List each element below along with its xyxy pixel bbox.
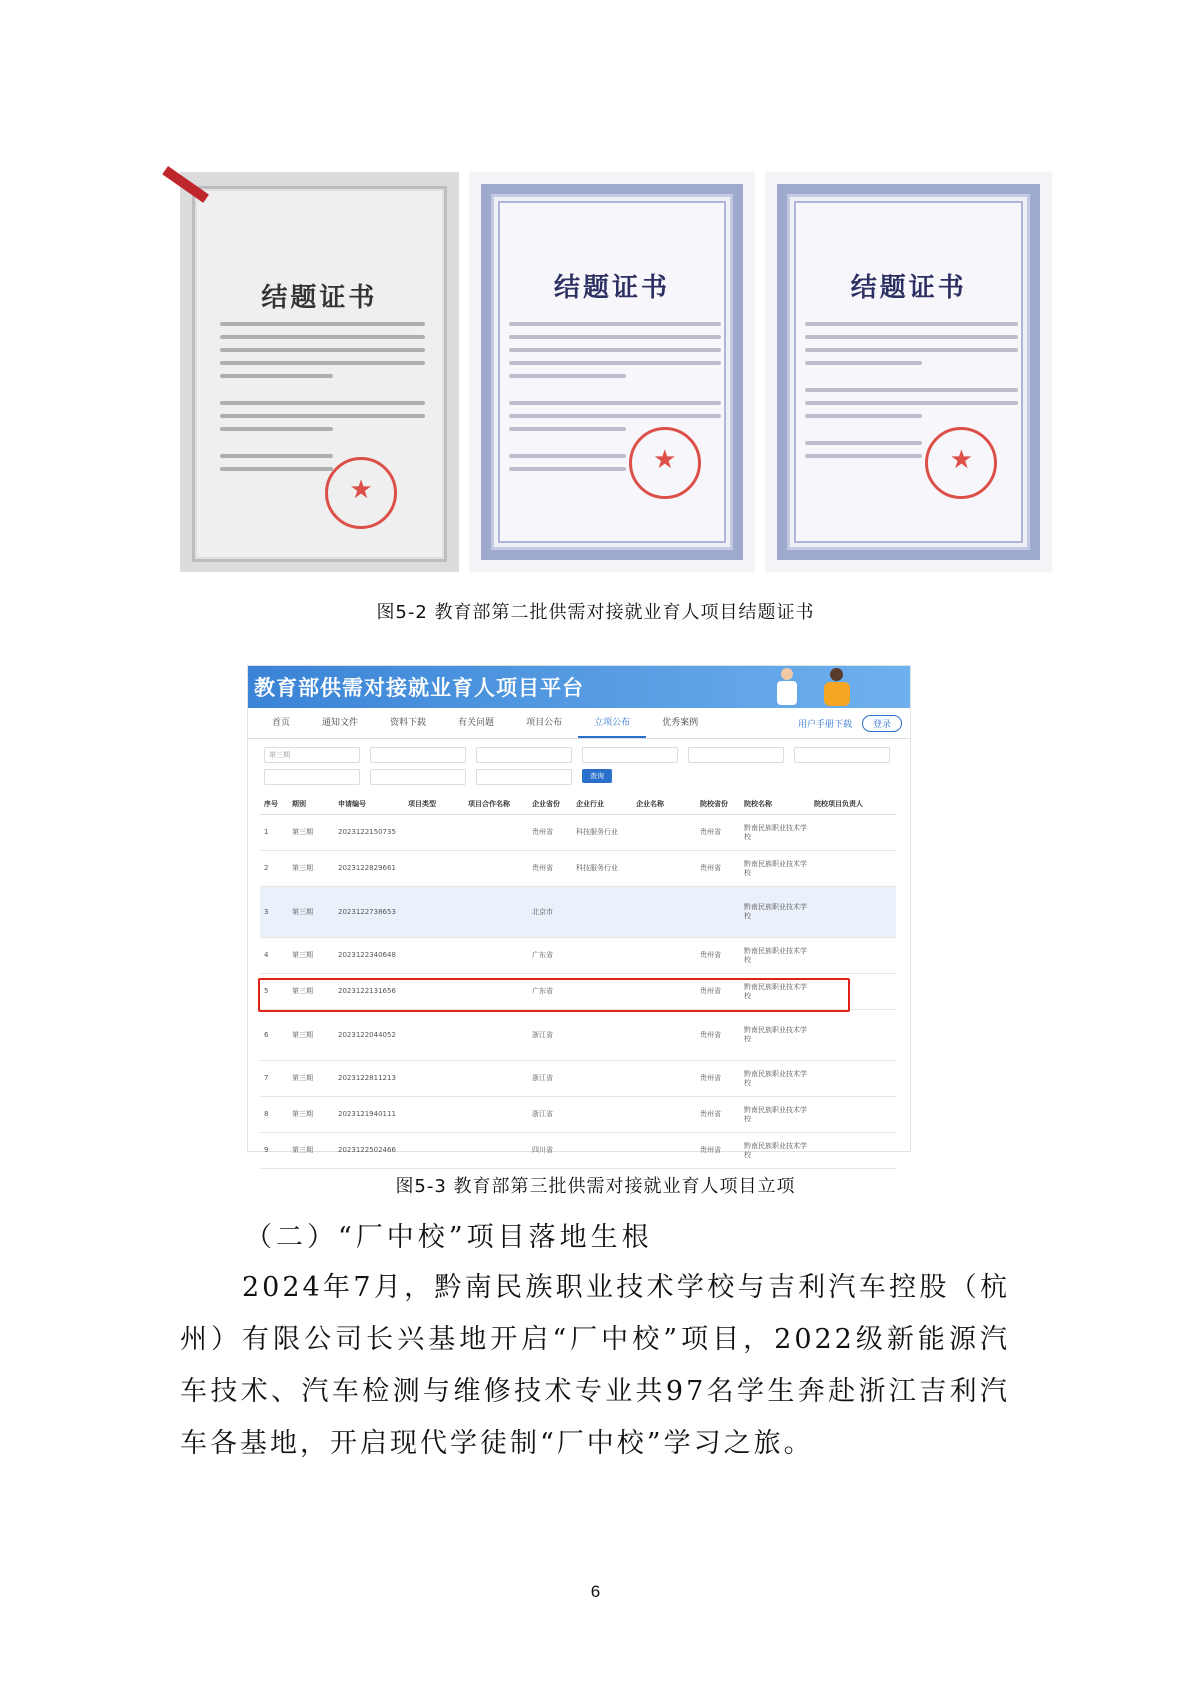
table-cell — [810, 1010, 896, 1061]
table-cell: 4 — [260, 938, 288, 974]
table-row[interactable] — [260, 815, 896, 851]
certificate-title: 结题证书 — [554, 273, 671, 303]
table-cell: 7 — [260, 1061, 288, 1097]
filter-bar — [248, 739, 910, 795]
col-header: 申请编号 — [334, 794, 404, 815]
filter-field[interactable] — [370, 747, 466, 763]
filter-field[interactable] — [794, 747, 890, 763]
table-cell — [810, 887, 896, 938]
table-cell — [632, 887, 696, 938]
table-row[interactable] — [260, 851, 896, 887]
table-cell: 黔南民族职业技术学校 — [740, 1097, 810, 1133]
certificate-text-lines — [220, 322, 425, 480]
table-cell — [572, 1010, 632, 1061]
table-cell — [404, 1010, 464, 1061]
table-cell: 第三期 — [288, 815, 334, 851]
table-cell: 9 — [260, 1133, 288, 1169]
table-cell — [464, 815, 528, 851]
official-seal — [629, 427, 701, 499]
official-seal — [325, 457, 397, 529]
table-cell — [464, 851, 528, 887]
page-number: 6 — [590, 1582, 601, 1601]
table-cell: 2023122150735 — [334, 815, 404, 851]
table-cell: 浙江省 — [528, 1010, 572, 1061]
platform-title: 教育部供需对接就业育人项目平台 — [254, 676, 584, 700]
figure-caption-5-3: 图5-3 教育部第三批供需对接就业育人项目立项 — [395, 1176, 796, 1197]
table-cell — [810, 938, 896, 974]
table-cell — [632, 1133, 696, 1169]
table-row[interactable] — [260, 1010, 896, 1061]
col-header: 院校名称 — [740, 794, 810, 815]
table-cell: 黔南民族职业技术学校 — [740, 1061, 810, 1097]
nav-notices[interactable]: 通知文件 — [322, 718, 359, 728]
table-cell: 5 — [260, 974, 288, 1010]
table-row[interactable] — [260, 1061, 896, 1097]
table-cell: 贵州省 — [696, 851, 740, 887]
platform-nav — [248, 708, 910, 739]
col-header: 院校省份 — [696, 794, 740, 815]
table-cell: 第三期 — [288, 851, 334, 887]
filter-field[interactable] — [476, 747, 572, 763]
table-cell: 浙江省 — [528, 1061, 572, 1097]
certificate-2 — [469, 172, 756, 572]
table-cell: 第三期 — [288, 1010, 334, 1061]
col-header: 院校项目负责人 — [810, 794, 896, 815]
person-illustration-icon — [774, 668, 800, 706]
table-cell — [404, 851, 464, 887]
table-cell — [404, 1133, 464, 1169]
nav-project-announce[interactable]: 项目公布 — [526, 718, 563, 728]
table-cell — [464, 887, 528, 938]
filter-field[interactable] — [582, 747, 678, 763]
col-header: 项目类型 — [404, 794, 464, 815]
col-header: 企业省份 — [528, 794, 572, 815]
table-cell: 3 — [260, 887, 288, 938]
table-cell — [632, 851, 696, 887]
table-cell: 2023122131656 — [334, 974, 404, 1010]
table-cell: 黔南民族职业技术学校 — [740, 815, 810, 851]
table-cell — [632, 1061, 696, 1097]
table-cell — [464, 1097, 528, 1133]
col-header: 序号 — [260, 794, 288, 815]
official-seal — [925, 427, 997, 499]
person-illustration-icon — [820, 668, 854, 706]
table-cell: 第三期 — [288, 938, 334, 974]
table-cell: 贵州省 — [696, 1097, 740, 1133]
table-cell — [632, 815, 696, 851]
table-row[interactable] — [260, 1097, 896, 1133]
table-cell: 6 — [260, 1010, 288, 1061]
filter-field[interactable] — [264, 769, 360, 785]
nav-excellent-cases[interactable]: 优秀案例 — [662, 718, 699, 728]
table-cell: 贵州省 — [696, 1133, 740, 1169]
batch-select[interactable]: 第三期 — [264, 747, 360, 763]
table-cell: 科技服务行业 — [572, 815, 632, 851]
table-cell: 北京市 — [528, 887, 572, 938]
nav-downloads[interactable]: 资料下载 — [390, 718, 427, 728]
table-cell: 2023122829661 — [334, 851, 404, 887]
table-row[interactable] — [260, 1133, 896, 1169]
table-cell: 广东省 — [528, 974, 572, 1010]
table-header-row — [260, 794, 896, 815]
body-paragraph — [180, 1262, 1010, 1470]
table-cell: 2023122738653 — [334, 887, 404, 938]
certificate-images — [180, 172, 1052, 572]
table-row[interactable] — [260, 938, 896, 974]
platform-header — [248, 666, 910, 708]
table-cell: 2023122811213 — [334, 1061, 404, 1097]
highlight-box — [258, 978, 850, 1012]
table-cell: 贵州省 — [696, 938, 740, 974]
table-cell: 贵州省 — [696, 815, 740, 851]
table-cell — [632, 1097, 696, 1133]
table-row[interactable] — [260, 887, 896, 938]
manual-download-link[interactable]: 用户手册下载 — [797, 719, 852, 730]
table-cell: 贵州省 — [528, 851, 572, 887]
table-cell: 贵州省 — [696, 1010, 740, 1061]
table-cell: 第三期 — [288, 1133, 334, 1169]
table-cell: 第三期 — [288, 1097, 334, 1133]
nav-home[interactable]: 首页 — [272, 718, 291, 728]
table-cell — [572, 887, 632, 938]
platform-screenshot — [247, 665, 911, 1159]
table-cell — [696, 887, 740, 938]
table-cell: 8 — [260, 1097, 288, 1133]
table-cell — [810, 1097, 896, 1133]
table-cell: 黔南民族职业技术学校 — [740, 851, 810, 887]
filter-field[interactable] — [370, 769, 466, 785]
table-cell — [464, 1133, 528, 1169]
table-cell — [404, 1097, 464, 1133]
paragraph-text: 2024年7月，黔南民族职业技术学校与吉利汽车控股（杭州）有限公司长兴基地开启“厂中校”项目，2022级新能源汽车技术、汽车检测与维修技术专业共97名学生奔赴浙江吉利汽车各基地，开启现代学徒制“厂中校”学习之旅。 — [180, 1272, 1010, 1459]
filter-field[interactable] — [688, 747, 784, 763]
table-cell — [464, 938, 528, 974]
table-cell — [464, 1061, 528, 1097]
col-header: 期别 — [288, 794, 334, 815]
corner-ribbon — [162, 166, 209, 203]
login-button[interactable]: 登录 — [862, 715, 902, 732]
certificate-title: 结题证书 — [261, 283, 378, 313]
table-cell — [810, 1133, 896, 1169]
table-cell — [572, 1133, 632, 1169]
table-cell: 贵州省 — [696, 1061, 740, 1097]
table-cell — [810, 851, 896, 887]
table-cell: 黔南民族职业技术学校 — [740, 974, 810, 1010]
certificate-3 — [765, 172, 1052, 572]
nav-faq[interactable]: 有关问题 — [458, 718, 495, 728]
certificate-title: 结题证书 — [850, 273, 967, 303]
table-cell: 广东省 — [528, 938, 572, 974]
table-cell: 第三期 — [288, 1061, 334, 1097]
section-heading: （二）“厂中校”项目落地生根 — [245, 1222, 653, 1253]
table-cell — [464, 1010, 528, 1061]
col-header: 企业名称 — [632, 794, 696, 815]
table-cell — [572, 938, 632, 974]
table-cell: 2023122340648 — [334, 938, 404, 974]
table-cell — [810, 815, 896, 851]
table-cell — [404, 887, 464, 938]
nav-approved-projects[interactable]: 立项公布 — [578, 708, 646, 738]
table-cell: 2023122502466 — [334, 1133, 404, 1169]
filter-field[interactable] — [476, 769, 572, 785]
table-cell: 黔南民族职业技术学校 — [740, 1010, 810, 1061]
table-cell: 黔南民族职业技术学校 — [740, 1133, 810, 1169]
table-cell: 浙江省 — [528, 1097, 572, 1133]
table-cell — [810, 1061, 896, 1097]
table-cell: 四川省 — [528, 1133, 572, 1169]
table-cell: 2 — [260, 851, 288, 887]
col-header: 企业行业 — [572, 794, 632, 815]
table-cell: 2023122044052 — [334, 1010, 404, 1061]
table-cell — [404, 815, 464, 851]
col-header: 项目合作名称 — [464, 794, 528, 815]
table-cell — [404, 938, 464, 974]
table-cell — [632, 938, 696, 974]
table-cell: 黔南民族职业技术学校 — [740, 938, 810, 974]
table-cell: 第三期 — [288, 974, 334, 1010]
table-cell: 贵州省 — [528, 815, 572, 851]
table-cell: 黔南民族职业技术学校 — [740, 887, 810, 938]
table-cell — [404, 1061, 464, 1097]
table-cell: 第三期 — [288, 887, 334, 938]
table-cell — [632, 1010, 696, 1061]
table-cell: 科技服务行业 — [572, 851, 632, 887]
search-button[interactable]: 查询 — [582, 769, 612, 783]
table-cell: 1 — [260, 815, 288, 851]
certificate-1 — [180, 172, 459, 572]
table-cell — [572, 1097, 632, 1133]
figure-caption-5-2: 图5-2 教育部第二批供需对接就业育人项目结题证书 — [376, 602, 815, 623]
table-cell — [572, 1061, 632, 1097]
table-cell: 贵州省 — [696, 974, 740, 1010]
table-cell: 2023121940111 — [334, 1097, 404, 1133]
